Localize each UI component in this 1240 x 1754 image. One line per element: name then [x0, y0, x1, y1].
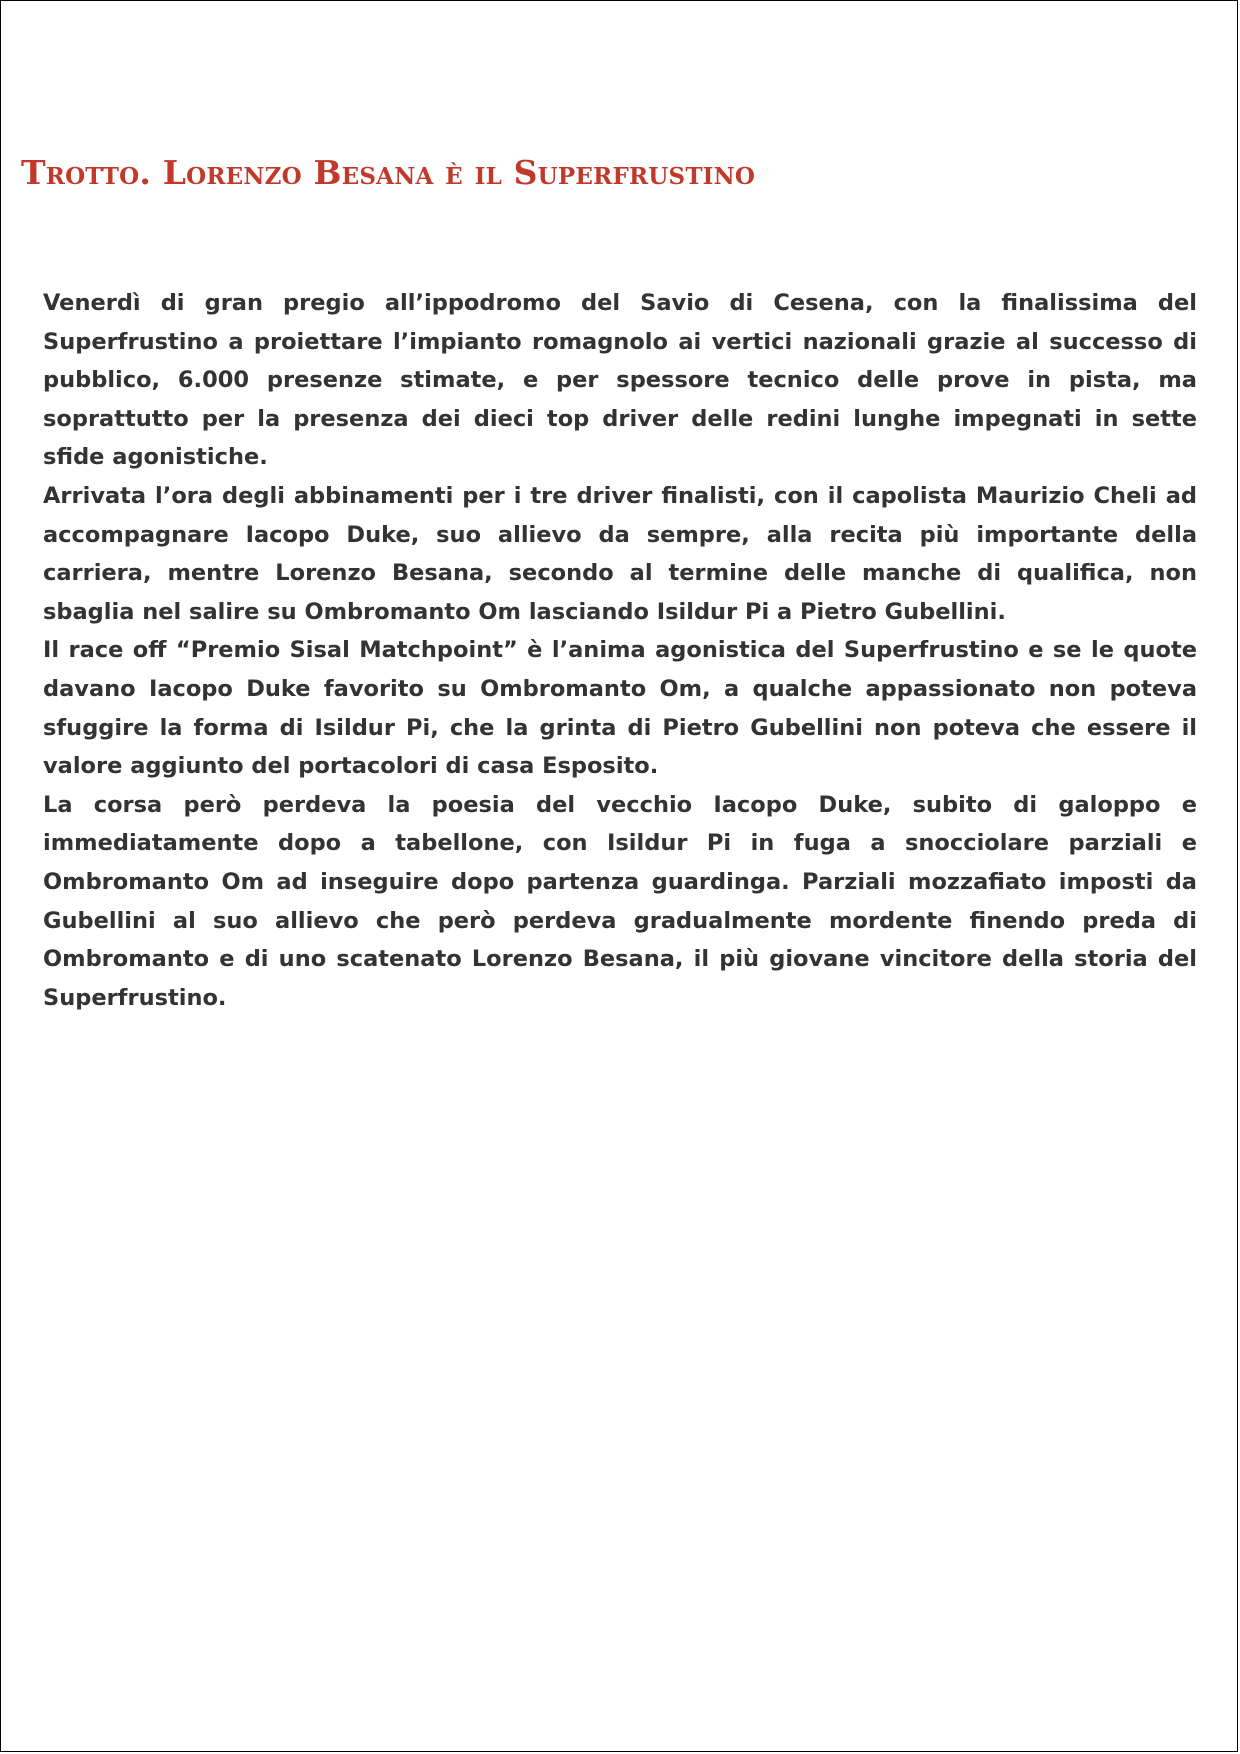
article-paragraph-2: Arrivata l’ora degli abbinamenti per i tre driver finalisti, con il capolista Maurizio Cheli ad accompagnare Iacopo Duke, suo allievo da sempre, alla recita più importante della carriera, mentre Lorenzo Besana, secondo al termine delle manche di qualifica, non sbaglia nel salire su Ombromanto Om lasciando Isildur Pi a Pietro Gubellini. — [43, 482, 1197, 625]
article-body — [43, 284, 1197, 1017]
article-paragraph-3: Il race off “Premio Sisal Matchpoint” è l’anima agonistica del Superfrustino e se le quote davano Iacopo Duke favorito su Ombromanto Om, a qualche appassionato non poteva sfuggire la forma di Isildur Pi, che la grinta di Pietro Gubellini non poteva che essere il valore aggiunto del portacolori di casa Esposito. — [43, 637, 1197, 780]
article-paragraph-1: Venerdì di gran pregio all’ippodromo del Savio di Cesena, con la finalissima del Superfrustino a proiettare l’impianto romagnolo ai vertici nazionali grazie al successo di pubblico, 6.000 presenze stimate, e per spessore tecnico delle prove in pista, ma soprattutto per la presenza dei dieci top driver delle redini lunghe impegnati in sette sfide agonistiche. — [43, 290, 1197, 471]
article-title: Trotto. Lorenzo Besana è il Superfrustino — [21, 153, 756, 192]
article-paragraph-4: La corsa però perdeva la poesia del vecchio Iacopo Duke, subito di galoppo e immediatamente dopo a tabellone, con Isildur Pi in fuga a snocciolare parziali e Ombromanto Om ad inseguire dopo partenza guardinga. Parziali mozzafiato imposti da Gubellini al suo allievo che però perdeva gradualmente mordente finendo preda di Ombromanto e di uno scatenato Lorenzo Besana, il più giovane vincitore della storia del Superfrustino. — [43, 791, 1197, 1011]
